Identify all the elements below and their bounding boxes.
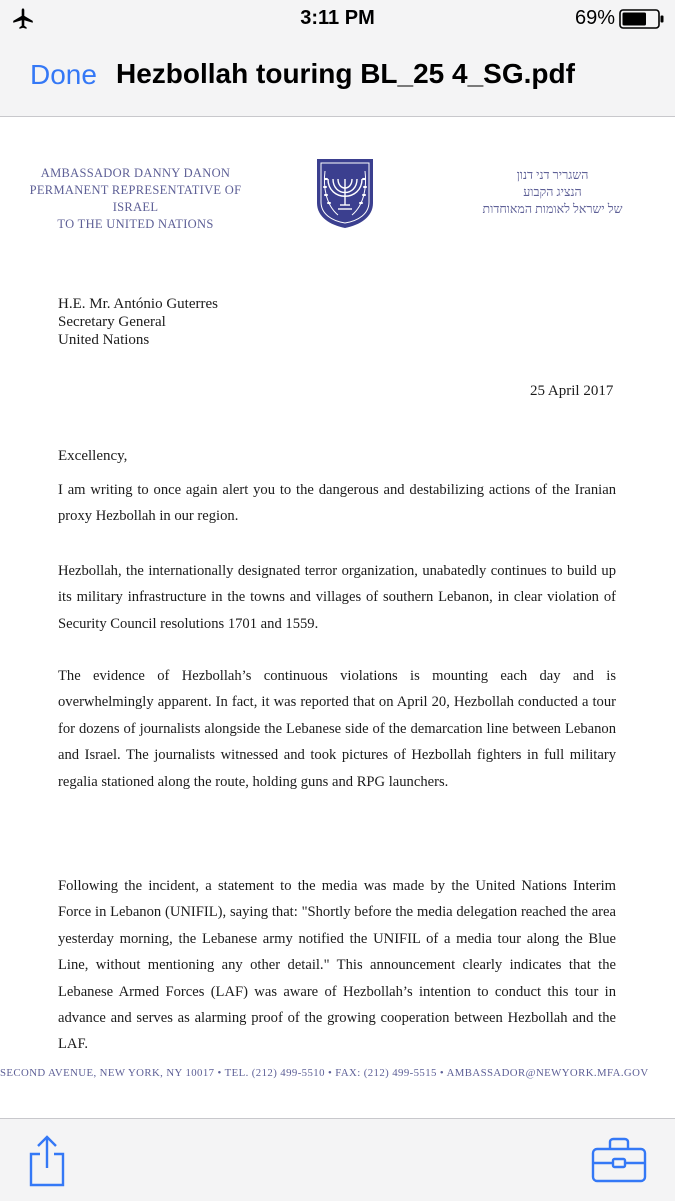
pdf-page[interactable] [0, 117, 675, 1117]
paragraph-3: The evidence of Hezbollah’s continuous violations is mounting each day and is overwhelmingly apparent. In fact, it was reported that on April 20, Hezbollah conducted a tour for dozens of journalists alongside the Lebanese side of the demarcation line between Lebanon and Israel. The journalists witnessed and took pictures of Hezbollah fighters in full military regalia stationed along the route, holding guns and RPG launchers. [58, 668, 616, 790]
status-bar [0, 0, 675, 38]
paragraph-4: Following the incident, a statement to the media was made by the United Nations Interim Force in Lebanon (UNIFIL), saying that: "Shortly before the media delegation reached the area yesterday morning, the Lebanese army notified the UNIFIL of a media tour along the Blue Line, without mentioning any other detail." This announcement clearly indicates that the Lebanese Armed Forces (LAF) was aware of Hezbollah’s intention to conduct this tour in advance and serves as alarming proof of the growing cooperation between Hezbollah and the LAF. [58, 878, 616, 1053]
letterhead-line: PERMANENT REPRESENTATIVE OF ISRAEL [29, 183, 242, 214]
addressee-org: United Nations [58, 332, 150, 348]
letterhead-line: השגריר דני דנון [516, 168, 589, 182]
addressee-name: H.E. Mr. António Guterres [58, 296, 218, 312]
addressee-block [58, 295, 218, 349]
battery-icon [619, 9, 665, 29]
document-title: Hezbollah touring BL_25 4_SG.pdf [116, 58, 575, 89]
letterhead-english [8, 165, 263, 233]
paragraph-2: Hezbollah, the internationally designated terror organization, unabatedly continues to build up its military infrastructure in the towns and villages of southern Lebanon, in clear violation of Security Council resolutions 1701 and 1559. [58, 563, 616, 632]
toolbox-icon[interactable] [591, 1137, 647, 1183]
letterhead-hebrew [470, 167, 635, 218]
salutation: Excellency, [58, 448, 128, 464]
share-icon[interactable] [26, 1135, 68, 1187]
paragraph-1: I am writing to once again alert you to the dangerous and destabilizing actions of the Iranian proxy Hezbollah in our region. [58, 482, 616, 525]
battery-percent: 69% [574, 7, 615, 29]
bottom-toolbar [0, 1118, 675, 1201]
letterhead-line: הנציג הקבוע [523, 185, 582, 199]
letter-date: 25 April 2017 [530, 383, 614, 399]
letterhead-line: של ישראל לאומות המאוחדות [482, 202, 623, 216]
nav-bar [0, 50, 675, 104]
letterhead-footer: SECOND AVENUE, NEW YORK, NY 10017 • TEL. (212) 499-5510 • FAX: (212) 499-5515 • AMBASSADOR@NEWYORK.MFA.GOV [0, 1067, 649, 1079]
top-bar [0, 0, 675, 117]
letterhead-line: TO THE UNITED NATIONS [57, 217, 214, 231]
letterhead-line: AMBASSADOR DANNY DANON [40, 166, 231, 180]
emblem-of-israel-icon [314, 157, 376, 229]
done-button[interactable]: Done [30, 59, 97, 90]
status-time: 3:11 PM [300, 7, 375, 29]
addressee-title: Secretary General [58, 314, 166, 330]
